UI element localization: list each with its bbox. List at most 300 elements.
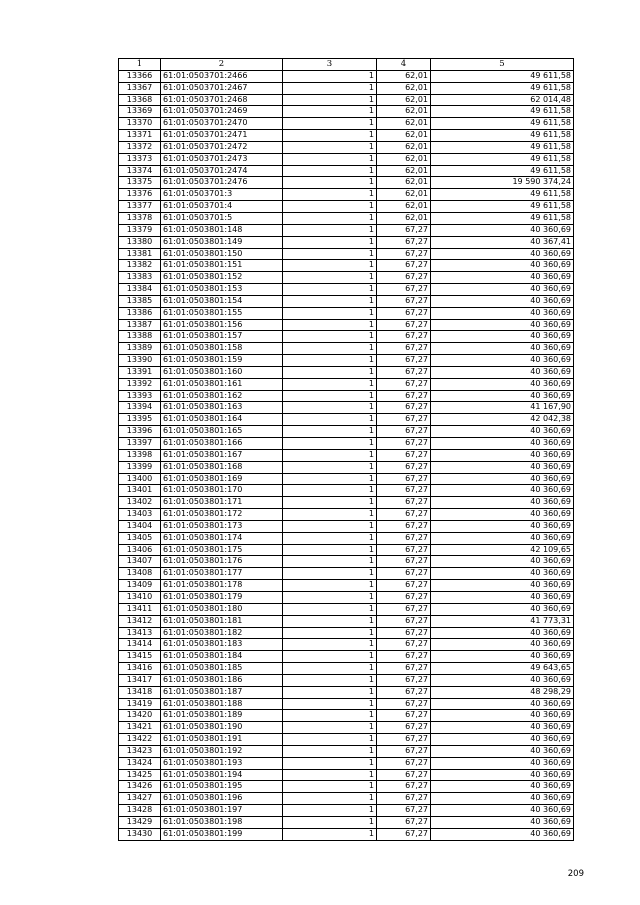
table-row xyxy=(119,153,574,165)
count-cell: 1 xyxy=(283,106,377,118)
row-number-cell: 13426 xyxy=(119,781,161,793)
count-cell: 1 xyxy=(283,248,377,260)
table-row xyxy=(119,94,574,106)
count-cell: 1 xyxy=(283,236,377,248)
count-cell: 1 xyxy=(283,224,377,236)
cadastral-number-cell: 61:01:0503701:5 xyxy=(161,212,283,224)
cadastral-number-cell: 61:01:0503801:173 xyxy=(161,520,283,532)
value-cell: 40 360,69 xyxy=(431,284,574,296)
cadastral-number-cell: 61:01:0503801:177 xyxy=(161,568,283,580)
value-cell: 40 360,69 xyxy=(431,757,574,769)
cadastral-number-cell: 61:01:0503801:196 xyxy=(161,793,283,805)
count-cell: 1 xyxy=(283,745,377,757)
rate-cell: 67,27 xyxy=(377,378,431,390)
cadastral-number-cell: 61:01:0503801:171 xyxy=(161,497,283,509)
value-cell: 49 611,58 xyxy=(431,201,574,213)
row-number-cell: 13411 xyxy=(119,603,161,615)
value-cell: 40 360,69 xyxy=(431,734,574,746)
value-cell: 40 360,69 xyxy=(431,698,574,710)
row-number-cell: 13417 xyxy=(119,674,161,686)
table-row xyxy=(119,509,574,521)
rate-cell: 67,27 xyxy=(377,615,431,627)
rate-cell: 67,27 xyxy=(377,639,431,651)
cadastral-number-cell: 61:01:0503801:165 xyxy=(161,426,283,438)
value-cell: 42 109,65 xyxy=(431,544,574,556)
table-row xyxy=(119,674,574,686)
count-cell: 1 xyxy=(283,603,377,615)
row-number-cell: 13390 xyxy=(119,355,161,367)
rate-cell: 67,27 xyxy=(377,544,431,556)
value-cell: 40 360,69 xyxy=(431,591,574,603)
row-number-cell: 13422 xyxy=(119,734,161,746)
row-number-cell: 13405 xyxy=(119,532,161,544)
table-row xyxy=(119,627,574,639)
cadastral-number-cell: 61:01:0503801:169 xyxy=(161,473,283,485)
value-cell: 40 360,69 xyxy=(431,674,574,686)
value-cell: 49 611,58 xyxy=(431,130,574,142)
rate-cell: 67,27 xyxy=(377,651,431,663)
row-number-cell: 13419 xyxy=(119,698,161,710)
cadastral-number-cell: 61:01:0503701:4 xyxy=(161,201,283,213)
rate-cell: 67,27 xyxy=(377,722,431,734)
count-cell: 1 xyxy=(283,473,377,485)
table-row xyxy=(119,355,574,367)
cadastral-number-cell: 61:01:0503801:172 xyxy=(161,509,283,521)
rate-cell: 67,27 xyxy=(377,781,431,793)
cadastral-number-cell: 61:01:0503801:163 xyxy=(161,402,283,414)
rate-cell: 67,27 xyxy=(377,497,431,509)
value-cell: 40 360,69 xyxy=(431,627,574,639)
count-cell: 1 xyxy=(283,141,377,153)
row-number-cell: 13414 xyxy=(119,639,161,651)
rate-cell: 62,01 xyxy=(377,212,431,224)
count-cell: 1 xyxy=(283,212,377,224)
rate-cell: 62,01 xyxy=(377,70,431,82)
cadastral-number-cell: 61:01:0503801:155 xyxy=(161,307,283,319)
table-row xyxy=(119,520,574,532)
count-cell: 1 xyxy=(283,591,377,603)
table-row xyxy=(119,639,574,651)
table-row xyxy=(119,817,574,829)
cadastral-number-cell: 61:01:0503801:160 xyxy=(161,366,283,378)
cadastral-number-cell: 61:01:0503801:175 xyxy=(161,544,283,556)
rate-cell: 67,27 xyxy=(377,224,431,236)
row-number-cell: 13428 xyxy=(119,805,161,817)
cadastral-number-cell: 61:01:0503801:190 xyxy=(161,722,283,734)
rate-cell: 67,27 xyxy=(377,580,431,592)
table-row xyxy=(119,710,574,722)
cadastral-number-cell: 61:01:0503701:2469 xyxy=(161,106,283,118)
table-row xyxy=(119,568,574,580)
cadastral-number-cell: 61:01:0503801:187 xyxy=(161,686,283,698)
row-number-cell: 13371 xyxy=(119,130,161,142)
row-number-cell: 13367 xyxy=(119,82,161,94)
row-number-cell: 13418 xyxy=(119,686,161,698)
value-cell: 40 360,69 xyxy=(431,781,574,793)
count-cell: 1 xyxy=(283,390,377,402)
column-header: 3 xyxy=(283,59,377,71)
value-cell: 40 360,69 xyxy=(431,461,574,473)
count-cell: 1 xyxy=(283,781,377,793)
count-cell: 1 xyxy=(283,639,377,651)
value-cell: 40 360,69 xyxy=(431,331,574,343)
table-row xyxy=(119,556,574,568)
value-cell: 40 360,69 xyxy=(431,485,574,497)
count-cell: 1 xyxy=(283,177,377,189)
row-number-cell: 13399 xyxy=(119,461,161,473)
value-cell: 40 360,69 xyxy=(431,793,574,805)
table-row xyxy=(119,781,574,793)
table-row xyxy=(119,722,574,734)
count-cell: 1 xyxy=(283,793,377,805)
rate-cell: 67,27 xyxy=(377,449,431,461)
row-number-cell: 13386 xyxy=(119,307,161,319)
cadastral-number-cell: 61:01:0503801:194 xyxy=(161,769,283,781)
table-row xyxy=(119,70,574,82)
count-cell: 1 xyxy=(283,627,377,639)
rate-cell: 67,27 xyxy=(377,272,431,284)
table-row xyxy=(119,390,574,402)
table-row xyxy=(119,260,574,272)
value-cell: 40 360,69 xyxy=(431,556,574,568)
count-cell: 1 xyxy=(283,651,377,663)
table-row xyxy=(119,212,574,224)
rate-cell: 62,01 xyxy=(377,130,431,142)
value-cell: 40 360,69 xyxy=(431,651,574,663)
row-number-cell: 13430 xyxy=(119,828,161,840)
rate-cell: 67,27 xyxy=(377,319,431,331)
value-cell: 40 360,69 xyxy=(431,722,574,734)
table-row xyxy=(119,319,574,331)
count-cell: 1 xyxy=(283,556,377,568)
row-number-cell: 13408 xyxy=(119,568,161,580)
value-cell: 40 360,69 xyxy=(431,639,574,651)
count-cell: 1 xyxy=(283,615,377,627)
value-cell: 40 360,69 xyxy=(431,580,574,592)
row-number-cell: 13375 xyxy=(119,177,161,189)
rate-cell: 67,27 xyxy=(377,295,431,307)
table-row xyxy=(119,378,574,390)
value-cell: 40 360,69 xyxy=(431,828,574,840)
row-number-cell: 13381 xyxy=(119,248,161,260)
row-number-cell: 13427 xyxy=(119,793,161,805)
row-number-cell: 13407 xyxy=(119,556,161,568)
row-number-cell: 13382 xyxy=(119,260,161,272)
cadastral-number-cell: 61:01:0503801:181 xyxy=(161,615,283,627)
rate-cell: 67,27 xyxy=(377,414,431,426)
cadastral-number-cell: 61:01:0503801:158 xyxy=(161,343,283,355)
cadastral-number-cell: 61:01:0503801:191 xyxy=(161,734,283,746)
value-cell: 40 360,69 xyxy=(431,568,574,580)
cadastral-number-cell: 61:01:0503801:199 xyxy=(161,828,283,840)
rate-cell: 62,01 xyxy=(377,82,431,94)
count-cell: 1 xyxy=(283,366,377,378)
rate-cell: 67,27 xyxy=(377,568,431,580)
rate-cell: 67,27 xyxy=(377,331,431,343)
count-cell: 1 xyxy=(283,757,377,769)
count-cell: 1 xyxy=(283,189,377,201)
row-number-cell: 13403 xyxy=(119,509,161,521)
cadastral-number-cell: 61:01:0503801:183 xyxy=(161,639,283,651)
cadastral-number-cell: 61:01:0503801:178 xyxy=(161,580,283,592)
table-row xyxy=(119,82,574,94)
row-number-cell: 13421 xyxy=(119,722,161,734)
count-cell: 1 xyxy=(283,722,377,734)
value-cell: 62 014,48 xyxy=(431,94,574,106)
table-row xyxy=(119,757,574,769)
count-cell: 1 xyxy=(283,284,377,296)
value-cell: 40 360,69 xyxy=(431,449,574,461)
table-row xyxy=(119,663,574,675)
table-row xyxy=(119,272,574,284)
value-cell: 40 360,69 xyxy=(431,805,574,817)
count-cell: 1 xyxy=(283,686,377,698)
value-cell: 40 360,69 xyxy=(431,378,574,390)
table-row xyxy=(119,769,574,781)
rate-cell: 62,01 xyxy=(377,165,431,177)
table-row xyxy=(119,698,574,710)
row-number-cell: 13406 xyxy=(119,544,161,556)
count-cell: 1 xyxy=(283,130,377,142)
rate-cell: 67,27 xyxy=(377,248,431,260)
column-header: 1 xyxy=(119,59,161,71)
count-cell: 1 xyxy=(283,509,377,521)
value-cell: 40 360,69 xyxy=(431,603,574,615)
row-number-cell: 13373 xyxy=(119,153,161,165)
count-cell: 1 xyxy=(283,449,377,461)
cadastral-number-cell: 61:01:0503801:166 xyxy=(161,438,283,450)
table-row xyxy=(119,580,574,592)
count-cell: 1 xyxy=(283,378,377,390)
rate-cell: 67,27 xyxy=(377,757,431,769)
row-number-cell: 13423 xyxy=(119,745,161,757)
count-cell: 1 xyxy=(283,674,377,686)
rate-cell: 67,27 xyxy=(377,355,431,367)
rate-cell: 67,27 xyxy=(377,520,431,532)
rate-cell: 67,27 xyxy=(377,805,431,817)
table-row xyxy=(119,793,574,805)
rate-cell: 62,01 xyxy=(377,177,431,189)
count-cell: 1 xyxy=(283,497,377,509)
row-number-cell: 13393 xyxy=(119,390,161,402)
row-number-cell: 13395 xyxy=(119,414,161,426)
cadastral-number-cell: 61:01:0503801:162 xyxy=(161,390,283,402)
value-cell: 40 360,69 xyxy=(431,355,574,367)
count-cell: 1 xyxy=(283,343,377,355)
row-number-cell: 13401 xyxy=(119,485,161,497)
table-row xyxy=(119,201,574,213)
cadastral-number-cell: 61:01:0503701:2466 xyxy=(161,70,283,82)
table-row xyxy=(119,189,574,201)
value-cell: 49 611,58 xyxy=(431,189,574,201)
rate-cell: 67,27 xyxy=(377,343,431,355)
table-row xyxy=(119,828,574,840)
row-number-cell: 13374 xyxy=(119,165,161,177)
count-cell: 1 xyxy=(283,580,377,592)
value-cell: 40 360,69 xyxy=(431,532,574,544)
count-cell: 1 xyxy=(283,70,377,82)
cadastral-number-cell: 61:01:0503701:2470 xyxy=(161,118,283,130)
page-number: 209 xyxy=(567,869,584,879)
cadastral-number-cell: 61:01:0503801:185 xyxy=(161,663,283,675)
count-cell: 1 xyxy=(283,568,377,580)
table-row xyxy=(119,414,574,426)
cadastral-number-cell: 61:01:0503801:170 xyxy=(161,485,283,497)
rate-cell: 62,01 xyxy=(377,189,431,201)
row-number-cell: 13400 xyxy=(119,473,161,485)
row-number-cell: 13379 xyxy=(119,224,161,236)
table-row xyxy=(119,106,574,118)
cadastral-number-cell: 61:01:0503801:192 xyxy=(161,745,283,757)
rate-cell: 62,01 xyxy=(377,153,431,165)
table-row xyxy=(119,497,574,509)
value-cell: 40 360,69 xyxy=(431,343,574,355)
cadastral-number-cell: 61:01:0503801:159 xyxy=(161,355,283,367)
cadastral-number-cell: 61:01:0503701:2476 xyxy=(161,177,283,189)
count-cell: 1 xyxy=(283,355,377,367)
row-number-cell: 13416 xyxy=(119,663,161,675)
rate-cell: 67,27 xyxy=(377,769,431,781)
column-header: 5 xyxy=(431,59,574,71)
table-row xyxy=(119,734,574,746)
table-row xyxy=(119,449,574,461)
value-cell: 40 360,69 xyxy=(431,260,574,272)
rate-cell: 67,27 xyxy=(377,461,431,473)
value-cell: 40 360,69 xyxy=(431,390,574,402)
table-row xyxy=(119,686,574,698)
value-cell: 49 611,58 xyxy=(431,70,574,82)
row-number-cell: 13409 xyxy=(119,580,161,592)
row-number-cell: 13397 xyxy=(119,438,161,450)
row-number-cell: 13404 xyxy=(119,520,161,532)
cadastral-number-cell: 61:01:0503801:179 xyxy=(161,591,283,603)
table-row xyxy=(119,284,574,296)
rate-cell: 67,27 xyxy=(377,426,431,438)
row-number-cell: 13387 xyxy=(119,319,161,331)
rate-cell: 62,01 xyxy=(377,201,431,213)
rate-cell: 67,27 xyxy=(377,817,431,829)
table-row xyxy=(119,366,574,378)
rate-cell: 67,27 xyxy=(377,627,431,639)
value-cell: 19 590 374,24 xyxy=(431,177,574,189)
cadastral-number-cell: 61:01:0503801:154 xyxy=(161,295,283,307)
count-cell: 1 xyxy=(283,520,377,532)
cadastral-number-cell: 61:01:0503801:193 xyxy=(161,757,283,769)
value-cell: 49 611,58 xyxy=(431,212,574,224)
rate-cell: 67,27 xyxy=(377,402,431,414)
value-cell: 48 298,29 xyxy=(431,686,574,698)
cadastral-number-cell: 61:01:0503801:151 xyxy=(161,260,283,272)
rate-cell: 67,27 xyxy=(377,284,431,296)
rate-cell: 67,27 xyxy=(377,793,431,805)
rate-cell: 67,27 xyxy=(377,828,431,840)
count-cell: 1 xyxy=(283,307,377,319)
table-body xyxy=(119,70,574,840)
row-number-cell: 13396 xyxy=(119,426,161,438)
count-cell: 1 xyxy=(283,663,377,675)
rate-cell: 67,27 xyxy=(377,591,431,603)
rate-cell: 67,27 xyxy=(377,366,431,378)
rate-cell: 67,27 xyxy=(377,260,431,272)
table-row xyxy=(119,461,574,473)
value-cell: 40 367,41 xyxy=(431,236,574,248)
row-number-cell: 13372 xyxy=(119,141,161,153)
rate-cell: 67,27 xyxy=(377,698,431,710)
count-cell: 1 xyxy=(283,402,377,414)
cadastral-number-cell: 61:01:0503701:2473 xyxy=(161,153,283,165)
cadastral-number-cell: 61:01:0503801:168 xyxy=(161,461,283,473)
table-row xyxy=(119,343,574,355)
cadastral-number-cell: 61:01:0503701:2474 xyxy=(161,165,283,177)
count-cell: 1 xyxy=(283,461,377,473)
value-cell: 40 360,69 xyxy=(431,248,574,260)
row-number-cell: 13377 xyxy=(119,201,161,213)
count-cell: 1 xyxy=(283,817,377,829)
count-cell: 1 xyxy=(283,710,377,722)
count-cell: 1 xyxy=(283,260,377,272)
count-cell: 1 xyxy=(283,295,377,307)
rate-cell: 67,27 xyxy=(377,485,431,497)
cadastral-number-cell: 61:01:0503801:152 xyxy=(161,272,283,284)
table-row xyxy=(119,544,574,556)
cadastral-number-cell: 61:01:0503801:180 xyxy=(161,603,283,615)
value-cell: 42 042,38 xyxy=(431,414,574,426)
cadastral-number-cell: 61:01:0503801:161 xyxy=(161,378,283,390)
table-header-row xyxy=(119,59,574,71)
row-number-cell: 13410 xyxy=(119,591,161,603)
rate-cell: 67,27 xyxy=(377,663,431,675)
value-cell: 40 360,69 xyxy=(431,224,574,236)
value-cell: 49 611,58 xyxy=(431,153,574,165)
row-number-cell: 13420 xyxy=(119,710,161,722)
count-cell: 1 xyxy=(283,414,377,426)
cadastral-number-cell: 61:01:0503801:186 xyxy=(161,674,283,686)
rate-cell: 62,01 xyxy=(377,118,431,130)
value-cell: 40 360,69 xyxy=(431,817,574,829)
table-row xyxy=(119,805,574,817)
table-row xyxy=(119,591,574,603)
rate-cell: 67,27 xyxy=(377,236,431,248)
cadastral-number-cell: 61:01:0503801:149 xyxy=(161,236,283,248)
rate-cell: 67,27 xyxy=(377,710,431,722)
cadastral-number-cell: 61:01:0503801:157 xyxy=(161,331,283,343)
value-cell: 40 360,69 xyxy=(431,272,574,284)
cadastral-number-cell: 61:01:0503801:198 xyxy=(161,817,283,829)
cadastral-number-cell: 61:01:0503801:176 xyxy=(161,556,283,568)
cadastral-number-cell: 61:01:0503801:153 xyxy=(161,284,283,296)
table-row xyxy=(119,248,574,260)
value-cell: 40 360,69 xyxy=(431,520,574,532)
row-number-cell: 13391 xyxy=(119,366,161,378)
rate-cell: 67,27 xyxy=(377,674,431,686)
row-number-cell: 13384 xyxy=(119,284,161,296)
row-number-cell: 13425 xyxy=(119,769,161,781)
row-number-cell: 13383 xyxy=(119,272,161,284)
table-row xyxy=(119,331,574,343)
rate-cell: 67,27 xyxy=(377,532,431,544)
row-number-cell: 13385 xyxy=(119,295,161,307)
rate-cell: 67,27 xyxy=(377,686,431,698)
value-cell: 49 611,58 xyxy=(431,82,574,94)
count-cell: 1 xyxy=(283,331,377,343)
value-cell: 41 773,31 xyxy=(431,615,574,627)
row-number-cell: 13366 xyxy=(119,70,161,82)
row-number-cell: 13388 xyxy=(119,331,161,343)
value-cell: 40 360,69 xyxy=(431,509,574,521)
count-cell: 1 xyxy=(283,82,377,94)
table-row xyxy=(119,438,574,450)
table-row xyxy=(119,165,574,177)
